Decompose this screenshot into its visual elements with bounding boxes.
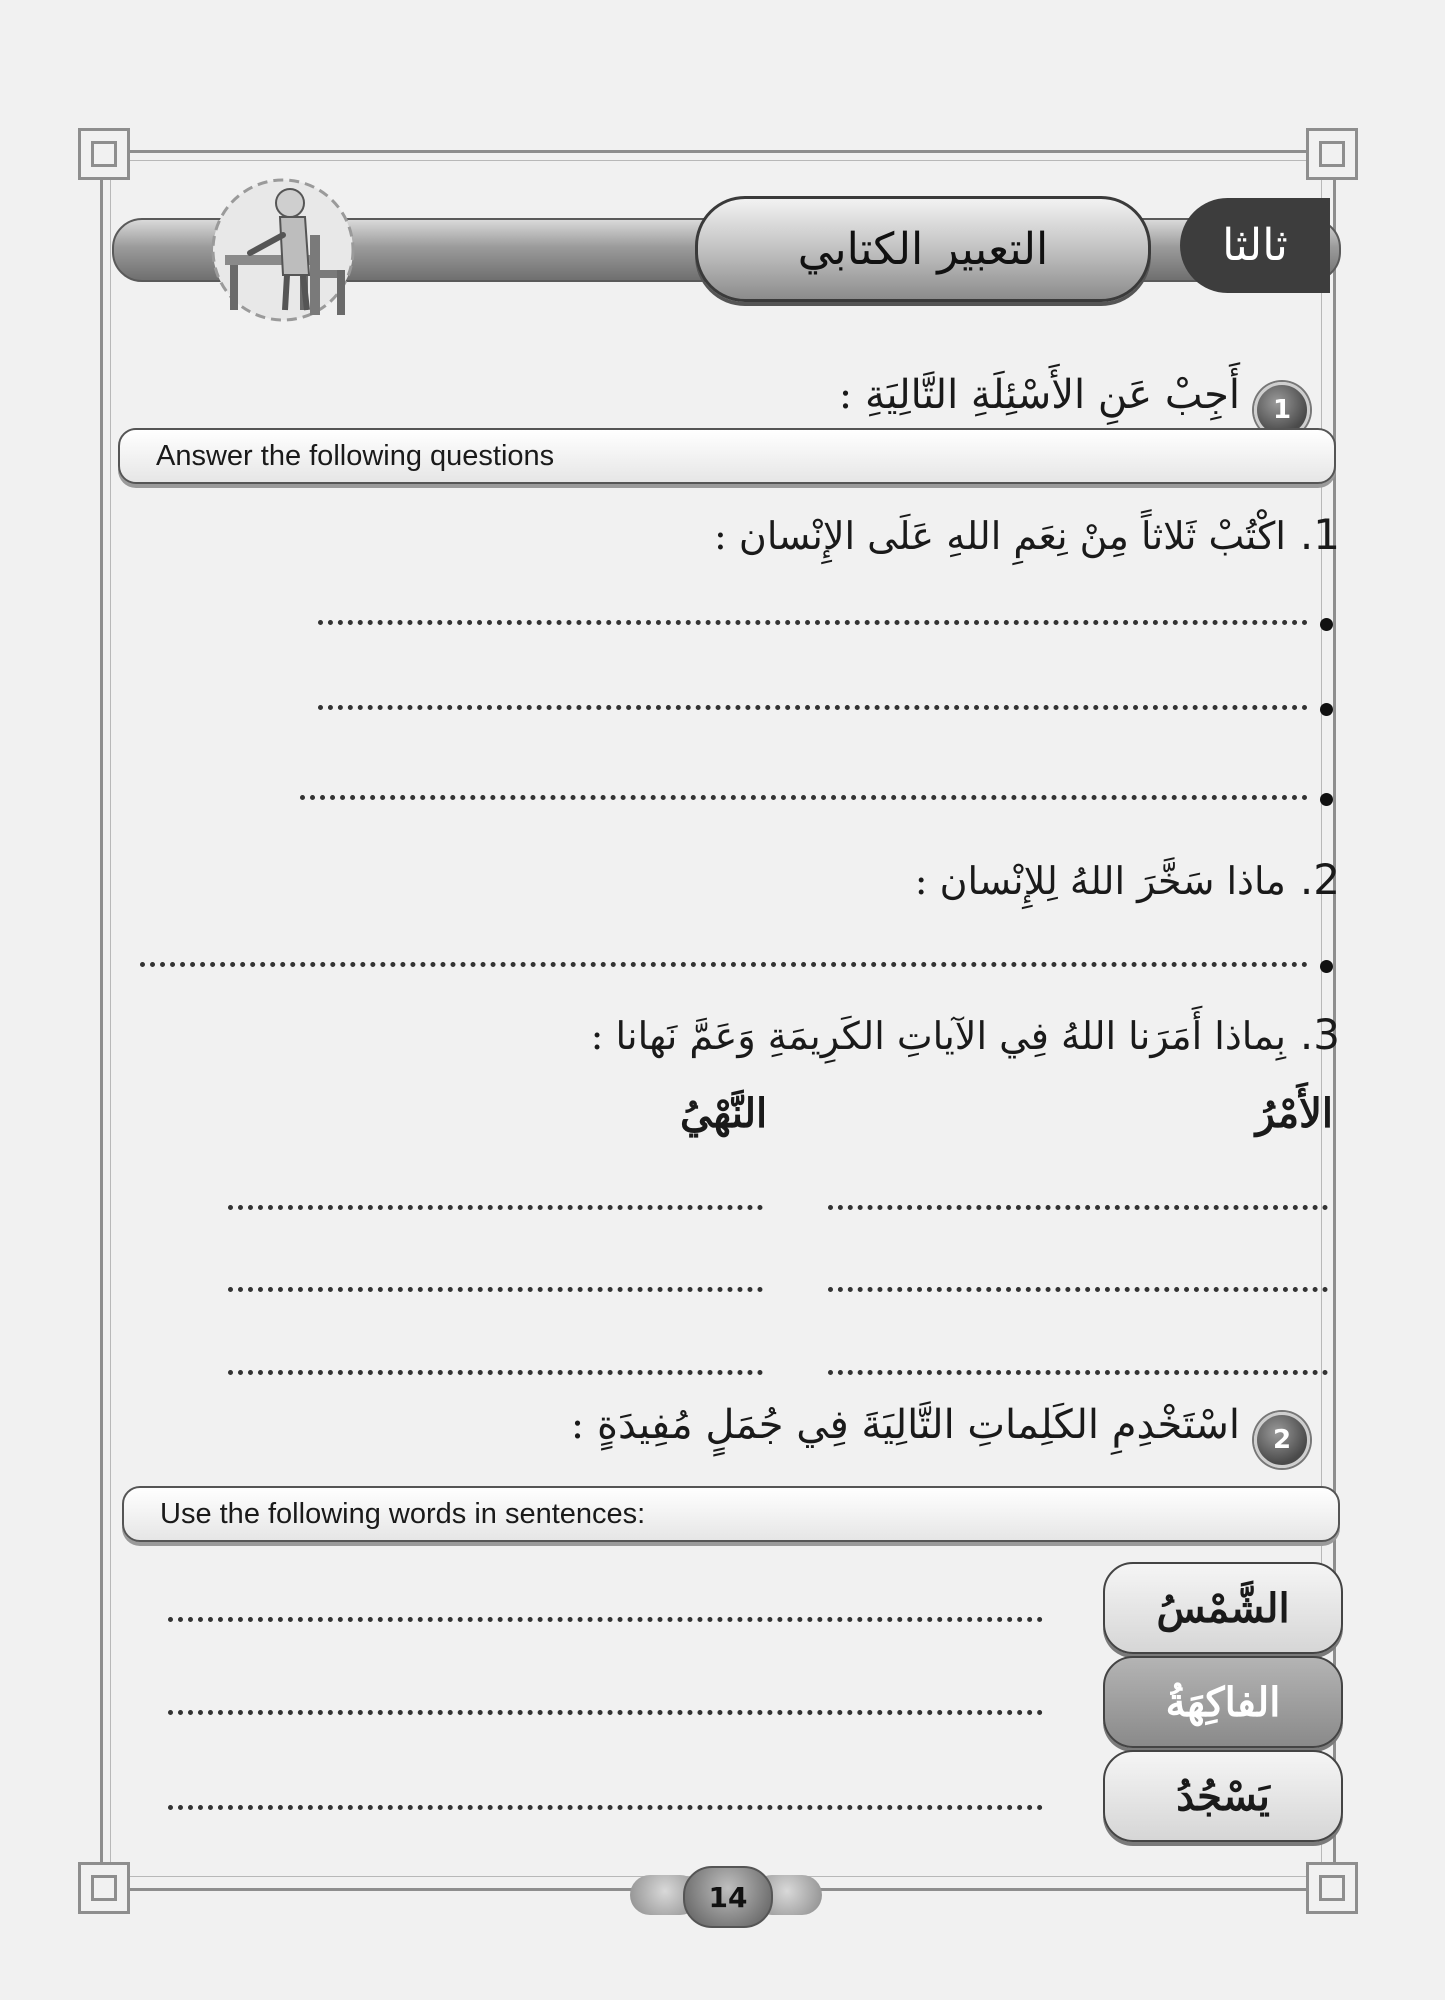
answer-line[interactable] <box>318 620 1308 625</box>
student-writing-illustration <box>205 175 360 325</box>
word-pill: الشَّمْسُ <box>1103 1562 1343 1654</box>
frame-corner-ornament <box>78 1862 130 1914</box>
frame-corner-ornament <box>1306 1862 1358 1914</box>
question-number: 3. <box>1299 1010 1340 1059</box>
column-label-commands: الأَمْرُ <box>1255 1090 1333 1137</box>
question-number: 1. <box>1299 510 1340 559</box>
bullet-icon <box>1320 618 1333 631</box>
question-item-2 <box>915 855 1340 904</box>
answer-line[interactable] <box>828 1370 1328 1375</box>
bullet-icon <box>1320 793 1333 806</box>
bullet-icon <box>1320 960 1333 973</box>
answer-line[interactable] <box>168 1617 1043 1622</box>
section-label-badge: ثالثا <box>1180 198 1330 293</box>
question-text: ماذا سَخَّرَ اللهُ لِلإِنْسان : <box>914 859 1286 903</box>
word-pill: الفاكِهَةُ <box>1103 1656 1343 1748</box>
q1-english-heading: Answer the following questions <box>118 428 1336 484</box>
question-number-badge: 1 <box>1254 382 1310 438</box>
answer-line[interactable] <box>318 705 1308 710</box>
frame-corner-ornament <box>78 128 130 180</box>
question-text: اكْتُبْ ثَلاثاً مِنْ نِعَمِ اللهِ عَلَى الإِنْسان : <box>714 514 1286 558</box>
q2-english-heading: Use the following words in sentences: <box>122 1486 1340 1542</box>
answer-line[interactable] <box>300 795 1308 800</box>
answer-line[interactable] <box>228 1205 763 1210</box>
page-number: 14 <box>683 1866 773 1928</box>
frame-corner-ornament <box>1306 128 1358 180</box>
question-item-3 <box>591 1010 1340 1059</box>
answer-line[interactable] <box>228 1287 763 1292</box>
bullet-icon <box>1320 703 1333 716</box>
answer-line[interactable] <box>828 1287 1328 1292</box>
question-number: 2. <box>1299 855 1340 904</box>
answer-line[interactable] <box>168 1805 1043 1810</box>
answer-line[interactable] <box>228 1370 763 1375</box>
answer-line[interactable] <box>828 1205 1328 1210</box>
question-text: بِماذا أَمَرَنا اللهُ فِي الآياتِ الكَرِيمَةِ وَعَمَّ نَهانا : <box>590 1014 1286 1058</box>
answer-line[interactable] <box>168 1710 1043 1715</box>
section-title: التعبير الكتابي <box>695 196 1151 302</box>
question-number-badge: 2 <box>1254 1412 1310 1468</box>
q2-arabic-heading: اسْتَخْدِمِ الكَلِماتِ التَّالِيَةَ فِي جُمَلٍ مُفِيدَةٍ : <box>570 1402 1240 1448</box>
word-pill: يَسْجُدُ <box>1103 1750 1343 1842</box>
q1-arabic-heading: أَجِبْ عَنِ الأَسْئِلَةِ التَّالِيَةِ : <box>838 372 1240 418</box>
column-label-prohibitions: النَّهْيُ <box>680 1090 768 1137</box>
question-item-1 <box>714 510 1340 559</box>
answer-line[interactable] <box>140 962 1308 967</box>
